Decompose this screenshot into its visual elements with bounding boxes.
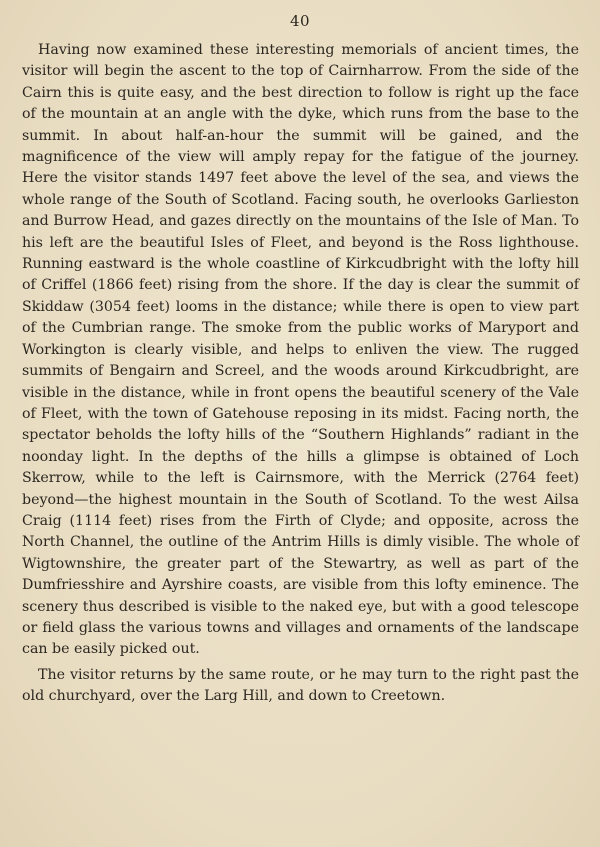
paragraph-cairnharrow-ascent: Having now examined these interesting memorials of ancient times, the visitor will begin the ascent to the top of Cairnharrow. From the side of the Cairn this is quite easy, and the best direction to follow is right up the face of the mountain at an angle with the dyke, which runs from the base to the summit. In about half-an-hour the summit will be gained, and the magnificence of the view will amply repay for the fatigue of the journey. Here the visitor stands 1497 feet above the level of the sea, and views the whole range of the South of Scotland. Facing south, he overlooks Garlieston and Burrow Head, and gazes directly on the mountains of the Isle of Man. To his left are the beautiful Isles of Fleet, and beyond is the Ross lighthouse. Running eastward is the whole coastline of Kirkcudbright with the lofty hill of Criffel (1866 feet) rising from the shore. If the day is clear the summit of Skiddaw (3054 feet) looms in the distance; while there is open to view part of the Cumbrian range. The smoke from the public works of Maryport and Workington is clearly visible, and helps to enliven the view. The rugged summits of Bengairn and Screel, and the woods around Kirkcudbright, are visible in the distance, while in front opens the beautiful scenery of the Vale of Fleet, with the town of Gatehouse reposing in its midst. Facing north, the spectator beholds the lofty hills of the “Southern Highlands” radiant in the noonday light. In the depths of the hills a glimpse is obtained of Loch Skerrow, while to the left is Cairnsmore, with the Merrick (2764 feet) beyond—the highest mountain in the South of Scotland. To the west Ailsa Craig (1114 feet) rises from the Firth of Clyde; and opposite, across the North Channel, the outline of the Antrim Hills is dimly visible. The whole of Wigtownshire, the greater part of the Stewartry, as well as part of the Dumfriesshire and Ayrshire coasts, are visible from this lofty eminence. The scenery thus described is visible to the naked eye, but with a good telescope or field glass the various towns and villages and ornaments of the landscape can be easily picked out. bbox=[22, 42, 579, 658]
page-body bbox=[22, 40, 579, 708]
page-number: 40 bbox=[289, 12, 311, 30]
paragraph-return-route: The visitor returns by the same route, or he may turn to the right past the old churchyard, over the Larg Hill, and down to Creetown. bbox=[22, 666, 579, 705]
